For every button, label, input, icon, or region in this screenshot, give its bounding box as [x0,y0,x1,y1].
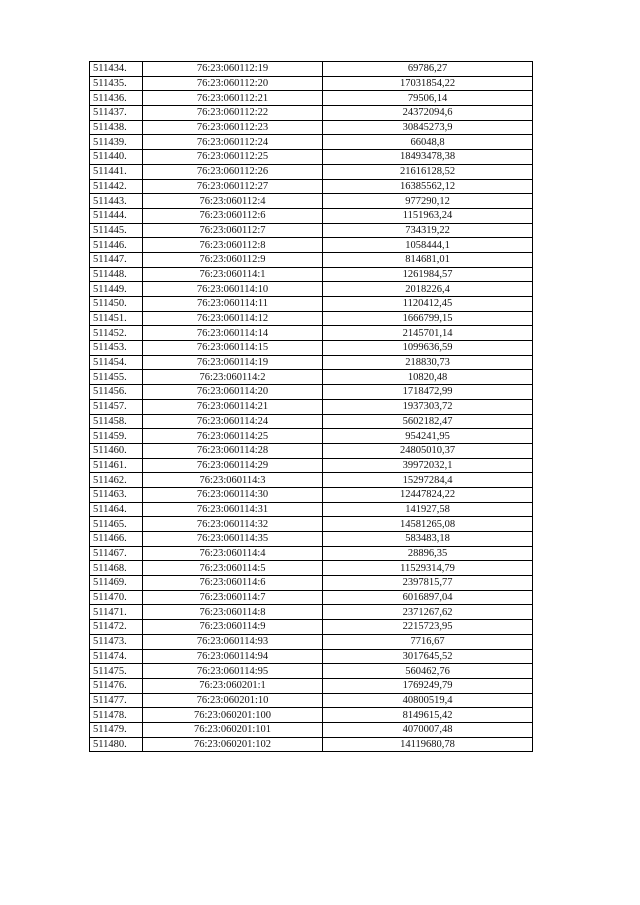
value-cell: 17031854,22 [323,76,533,91]
value-cell: 4070007,48 [323,722,533,737]
value-cell: 1058444,1 [323,238,533,253]
cadastral-number-cell: 76:23:060112:24 [143,135,323,150]
table-row [90,414,533,429]
row-number-cell: 511470. [90,590,143,605]
value-cell: 1151963,24 [323,208,533,223]
row-number-cell: 511435. [90,76,143,91]
table-row [90,135,533,150]
cadastral-number-cell: 76:23:060201:102 [143,737,323,752]
table-row [90,370,533,385]
row-number-cell: 511452. [90,326,143,341]
value-cell: 24805010,37 [323,443,533,458]
cadastral-number-cell: 76:23:060114:28 [143,443,323,458]
table-row [90,517,533,532]
value-cell: 12447824,22 [323,487,533,502]
cadastral-number-cell: 76:23:060112:19 [143,62,323,77]
row-number-cell: 511443. [90,194,143,209]
cadastral-number-cell: 76:23:060201:100 [143,708,323,723]
cadastral-number-cell: 76:23:060114:95 [143,664,323,679]
table-row [90,473,533,488]
row-number-cell: 511448. [90,267,143,282]
value-cell: 2215723,95 [323,620,533,635]
table-row [90,385,533,400]
cadastral-number-cell: 76:23:060114:5 [143,561,323,576]
value-cell: 11529314,79 [323,561,533,576]
cadastral-number-cell: 76:23:060114:6 [143,576,323,591]
cadastral-number-cell: 76:23:060112:6 [143,208,323,223]
row-number-cell: 511466. [90,532,143,547]
table-row [90,194,533,209]
cadastral-number-cell: 76:23:060114:29 [143,458,323,473]
table-row [90,355,533,370]
value-cell: 66048,8 [323,135,533,150]
cadastral-number-cell: 76:23:060114:31 [143,502,323,517]
row-number-cell: 511473. [90,634,143,649]
table-row [90,590,533,605]
value-cell: 5602182,47 [323,414,533,429]
value-cell: 6016897,04 [323,590,533,605]
row-number-cell: 511455. [90,370,143,385]
cadastral-number-cell: 76:23:060112:23 [143,120,323,135]
value-cell: 2397815,77 [323,576,533,591]
row-number-cell: 511445. [90,223,143,238]
row-number-cell: 511438. [90,120,143,135]
table-row [90,605,533,620]
row-number-cell: 511441. [90,164,143,179]
value-cell: 18493478,38 [323,150,533,165]
row-number-cell: 511446. [90,238,143,253]
table-row [90,634,533,649]
table-row [90,164,533,179]
row-number-cell: 511478. [90,708,143,723]
table-body [90,62,533,752]
cadastral-number-cell: 76:23:060112:27 [143,179,323,194]
cadastral-number-cell: 76:23:060114:21 [143,399,323,414]
table-row [90,532,533,547]
table-row [90,693,533,708]
table-row [90,179,533,194]
table-row [90,326,533,341]
row-number-cell: 511471. [90,605,143,620]
row-number-cell: 511456. [90,385,143,400]
value-cell: 218830,73 [323,355,533,370]
row-number-cell: 511442. [90,179,143,194]
row-number-cell: 511479. [90,722,143,737]
value-cell: 3017645,52 [323,649,533,664]
row-number-cell: 511460. [90,443,143,458]
cadastral-number-cell: 76:23:060114:15 [143,341,323,356]
row-number-cell: 511480. [90,737,143,752]
row-number-cell: 511461. [90,458,143,473]
row-number-cell: 511453. [90,341,143,356]
table-row [90,62,533,77]
row-number-cell: 511439. [90,135,143,150]
cadastral-number-cell: 76:23:060114:93 [143,634,323,649]
row-number-cell: 511465. [90,517,143,532]
table-row [90,678,533,693]
cadastral-number-cell: 76:23:060114:24 [143,414,323,429]
table-row [90,282,533,297]
cadastral-number-cell: 76:23:060114:20 [143,385,323,400]
table-row [90,443,533,458]
value-cell: 1099636,59 [323,341,533,356]
value-cell: 1120412,45 [323,297,533,312]
cadastral-number-cell: 76:23:060114:94 [143,649,323,664]
table-row [90,576,533,591]
row-number-cell: 511477. [90,693,143,708]
cadastral-number-cell: 76:23:060114:25 [143,429,323,444]
value-cell: 28896,35 [323,546,533,561]
cadastral-number-cell: 76:23:060112:8 [143,238,323,253]
cadastral-number-cell: 76:23:060112:22 [143,106,323,121]
cadastral-number-cell: 76:23:060201:10 [143,693,323,708]
row-number-cell: 511440. [90,150,143,165]
value-cell: 8149615,42 [323,708,533,723]
table-row [90,399,533,414]
value-cell: 30845273,9 [323,120,533,135]
table-row [90,297,533,312]
table-row [90,546,533,561]
table-row [90,341,533,356]
value-cell: 21616128,52 [323,164,533,179]
table-row [90,311,533,326]
value-cell: 560462,76 [323,664,533,679]
row-number-cell: 511457. [90,399,143,414]
value-cell: 39972032,1 [323,458,533,473]
row-number-cell: 511458. [90,414,143,429]
cadastral-number-cell: 76:23:060114:32 [143,517,323,532]
table-row [90,502,533,517]
cadastral-number-cell: 76:23:060114:4 [143,546,323,561]
value-cell: 79506,14 [323,91,533,106]
cadastral-number-cell: 76:23:060201:101 [143,722,323,737]
cadastral-number-cell: 76:23:060114:10 [143,282,323,297]
table-row [90,722,533,737]
table-row [90,267,533,282]
cadastral-number-cell: 76:23:060114:12 [143,311,323,326]
cadastral-number-cell: 76:23:060112:21 [143,91,323,106]
table-row [90,208,533,223]
cadastral-number-cell: 76:23:060114:11 [143,297,323,312]
row-number-cell: 511449. [90,282,143,297]
value-cell: 734319,22 [323,223,533,238]
value-cell: 2145701,14 [323,326,533,341]
value-cell: 2018226,4 [323,282,533,297]
row-number-cell: 511462. [90,473,143,488]
value-cell: 583483,18 [323,532,533,547]
value-cell: 2371267,62 [323,605,533,620]
table-row [90,252,533,267]
table-row [90,106,533,121]
table-row [90,223,533,238]
table-row [90,664,533,679]
value-cell: 15297284,4 [323,473,533,488]
cadastral-number-cell: 76:23:060112:7 [143,223,323,238]
table-row [90,737,533,752]
table-row [90,238,533,253]
table-row [90,120,533,135]
table-row [90,76,533,91]
row-number-cell: 511464. [90,502,143,517]
row-number-cell: 511459. [90,429,143,444]
cadastral-number-cell: 76:23:060112:20 [143,76,323,91]
value-cell: 14119680,78 [323,737,533,752]
row-number-cell: 511475. [90,664,143,679]
cadastral-number-cell: 76:23:060201:1 [143,678,323,693]
value-cell: 69786,27 [323,62,533,77]
cadastral-number-cell: 76:23:060114:8 [143,605,323,620]
table-row [90,649,533,664]
cadastral-number-cell: 76:23:060112:26 [143,164,323,179]
cadastral-number-cell: 76:23:060114:7 [143,590,323,605]
cadastral-number-cell: 76:23:060112:4 [143,194,323,209]
value-cell: 1261984,57 [323,267,533,282]
row-number-cell: 511463. [90,487,143,502]
cadastral-number-cell: 76:23:060114:2 [143,370,323,385]
table-row [90,458,533,473]
value-cell: 7716,67 [323,634,533,649]
table-row [90,487,533,502]
table-row [90,91,533,106]
table-row [90,150,533,165]
cadastral-number-cell: 76:23:060114:19 [143,355,323,370]
table-row [90,708,533,723]
value-cell: 1718472,99 [323,385,533,400]
value-cell: 1937303,72 [323,399,533,414]
value-cell: 814681,01 [323,252,533,267]
row-number-cell: 511476. [90,678,143,693]
row-number-cell: 511467. [90,546,143,561]
value-cell: 141927,58 [323,502,533,517]
cadastral-number-cell: 76:23:060114:3 [143,473,323,488]
row-number-cell: 511447. [90,252,143,267]
value-cell: 24372094,6 [323,106,533,121]
row-number-cell: 511450. [90,297,143,312]
table-row [90,429,533,444]
row-number-cell: 511472. [90,620,143,635]
row-number-cell: 511451. [90,311,143,326]
cadastral-number-cell: 76:23:060114:1 [143,267,323,282]
value-cell: 14581265,08 [323,517,533,532]
cadastral-number-cell: 76:23:060114:14 [143,326,323,341]
row-number-cell: 511468. [90,561,143,576]
row-number-cell: 511434. [90,62,143,77]
cadastral-number-cell: 76:23:060114:30 [143,487,323,502]
row-number-cell: 511436. [90,91,143,106]
table-row [90,561,533,576]
value-cell: 16385562,12 [323,179,533,194]
cadastral-number-cell: 76:23:060112:9 [143,252,323,267]
row-number-cell: 511444. [90,208,143,223]
row-number-cell: 511474. [90,649,143,664]
cadastral-number-cell: 76:23:060114:9 [143,620,323,635]
row-number-cell: 511469. [90,576,143,591]
row-number-cell: 511454. [90,355,143,370]
value-cell: 977290,12 [323,194,533,209]
value-cell: 1769249,79 [323,678,533,693]
row-number-cell: 511437. [90,106,143,121]
cadastral-number-cell: 76:23:060112:25 [143,150,323,165]
value-cell: 1666799,15 [323,311,533,326]
value-cell: 954241,95 [323,429,533,444]
cadastre-table [89,61,533,752]
value-cell: 10820,48 [323,370,533,385]
value-cell: 40800519,4 [323,693,533,708]
cadastral-number-cell: 76:23:060114:35 [143,532,323,547]
table-row [90,620,533,635]
